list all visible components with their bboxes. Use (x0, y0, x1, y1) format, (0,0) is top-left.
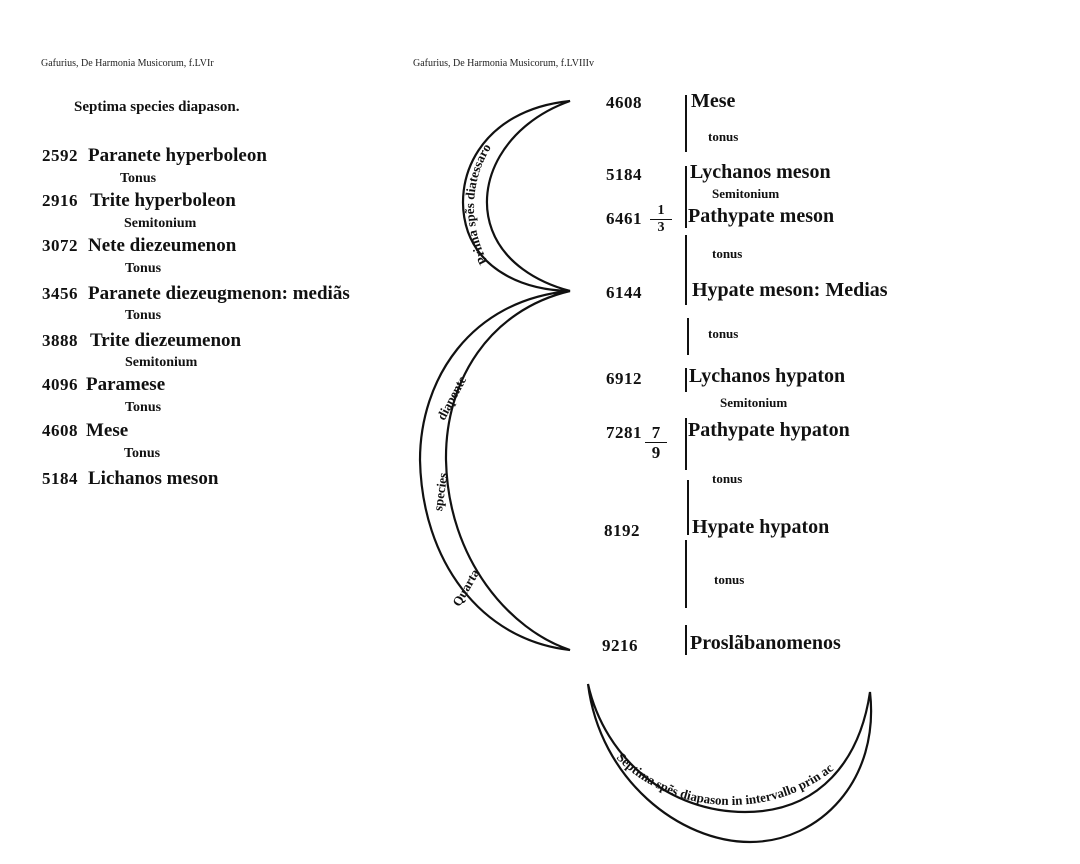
left-title: Septima species diapason. (74, 99, 240, 115)
lower-arc-label-2: species (430, 471, 451, 512)
interval-label: Tonus (120, 171, 157, 186)
list-item: 4608 Mese (42, 420, 129, 441)
list-item: 2592 Paranete hyperboleon (42, 145, 267, 166)
interval-label: tonus (712, 471, 743, 486)
interval-label: Tonus (124, 446, 161, 461)
interval-label: Semitonium (712, 186, 780, 201)
note-name: Mese (691, 90, 736, 112)
left-caption: Gafurius, De Harmonia Musicorum, f.LVIr (41, 58, 214, 69)
note-name: Hypate meson: Medias (692, 279, 888, 301)
note-number: 6144 (606, 283, 642, 302)
lower-arc-label-1: Quarta (449, 566, 483, 609)
interval-label: Tonus (125, 261, 162, 276)
interval-label: Semitonium (720, 395, 788, 410)
note-fraction: 1 3 (650, 204, 672, 235)
interval-label: tonus (712, 246, 743, 261)
right-caption: Gafurius, De Harmonia Musicorum, f.LVIIIv (413, 58, 594, 69)
note-fraction: 7 9 (645, 424, 667, 461)
interval-label: Tonus (125, 308, 162, 323)
note-name: Hypate hypaton (692, 516, 830, 538)
note-number: 7281 (606, 423, 642, 442)
interval-label: tonus (714, 572, 745, 587)
interval-label: tonus (708, 129, 739, 144)
note-number: 8192 (604, 521, 640, 540)
interval-label: Semitonium (124, 216, 197, 231)
note-name: Pathypate meson (688, 205, 835, 227)
note-name: Pathypate hypaton (688, 419, 850, 441)
lower-arc-label-3: diapente (433, 373, 470, 423)
upper-arc-label: Prima spẽs diatessaro (461, 140, 494, 268)
list-item: 3456 Paranete diezeugmenon: mediãs (42, 283, 350, 304)
lower-crescent (420, 291, 570, 650)
note-name: Proslãbanomenos (690, 632, 841, 654)
note-name: Lychanos hypaton (689, 365, 846, 387)
interval-label: Semitonium (125, 355, 198, 370)
note-number: 5184 (606, 165, 642, 184)
list-item: 3888 Trite diezeumenon (42, 330, 242, 351)
note-number: 4608 (606, 93, 642, 112)
interval-label: Tonus (125, 400, 162, 415)
note-number: 6461 (606, 209, 642, 228)
list-item: 2916 Trite hyperboleon (42, 190, 236, 211)
note-number: 9216 (602, 636, 638, 655)
bottom-arc-label: Septima spẽs diapason in intervallo prin ac (613, 749, 836, 808)
list-item: 5184 Lichanos meson (42, 468, 219, 489)
interval-label: tonus (708, 326, 739, 341)
list-item: 3072 Nete diezeumenon (42, 235, 237, 256)
list-item: 4096 Paramese (42, 374, 166, 395)
scale-line (686, 95, 688, 655)
note-number: 6912 (606, 369, 642, 388)
note-name: Lychanos meson (690, 161, 831, 183)
